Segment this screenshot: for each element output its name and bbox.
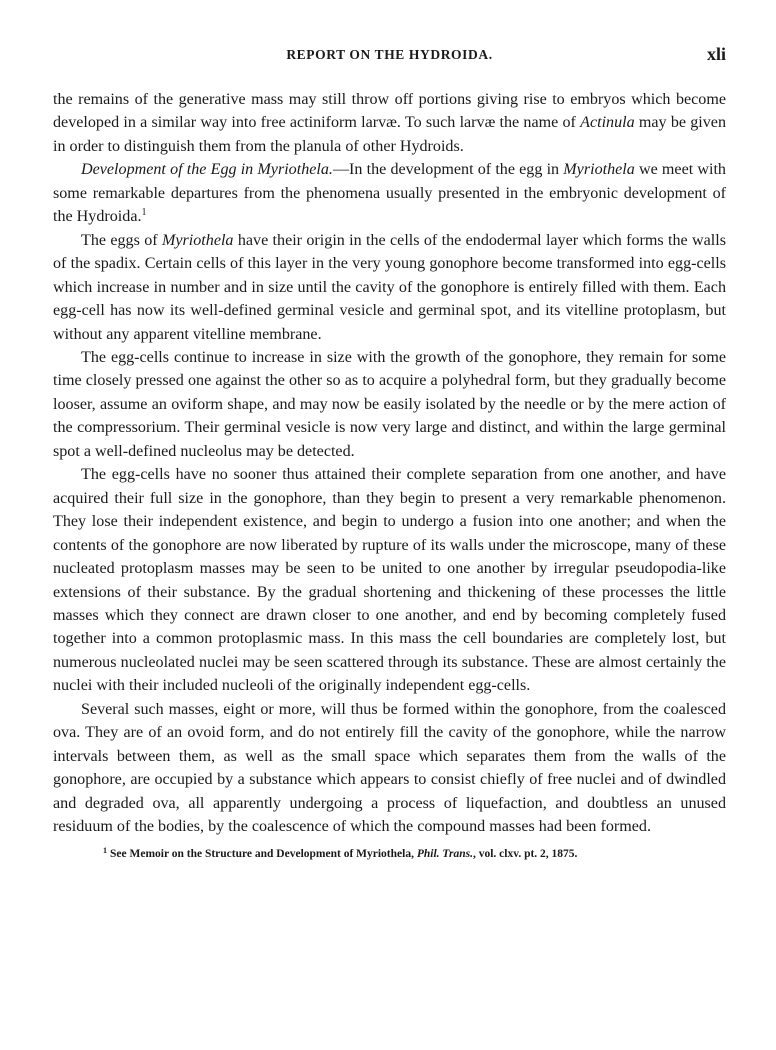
paragraph-egg-origin	[53, 229, 726, 346]
text-run: Several such masses, eight or more, will thus be formed within the gonophore, from the coalesced ova. They are of an ovoid form, and do not entirely fill the cavity of the gonophore, while the narrow intervals between them, as well as the small space which separates them from the walls of the gonophore, are occupied by a substance which appears to consist chiefly of free nuclei and of dwindled and degraded ova, all apparently undergoing a process of liquefaction, and doubtless an unused residuum of the bodies, by the coalescence of which the compound masses had been formed.	[53, 700, 726, 836]
italic-text: Myriothela	[161, 231, 234, 249]
text-run: have their origin in the cells of the endodermal layer which forms the walls of the spadix. Certain cells of this layer in the very young gonophore become transformed into egg-cells which increase in number and in size until the cavity of the gonophore is entirely filled with them. Each egg-cell has now its well-defined germinal vesicle and germinal spot, and its vitelline protoplasm, but without any apparent vitelline membrane.	[53, 231, 726, 343]
footnote	[53, 846, 726, 862]
paragraph-continuation	[53, 88, 726, 158]
running-title: REPORT ON THE HYDROIDA.	[286, 47, 493, 62]
italic-text: Actinula	[580, 114, 635, 132]
paragraph-egg-fusion	[53, 463, 726, 698]
text-run: , vol. clxv. pt. 2, 1875.	[472, 847, 578, 860]
italic-text: Myriothela	[563, 161, 635, 179]
text-run: See Memoir on the Structure and Development of Myriothela,	[110, 847, 417, 860]
running-head	[53, 44, 726, 68]
text-run: —In the development of the egg in	[332, 161, 564, 179]
body-text	[53, 88, 726, 839]
text-run: The egg-cells continue to increase in size with the growth of the gonophore, they remain for some time closely pressed one against the other so as to acquire a polyhedral form, but they gradually become looser, assume an oviform shape, and may now be easily isolated by the needle or by the mere action of the compressorium. Their germinal vesicle is now very large and distinct, and within the large germinal spot a well-defined nucleolus may be detected.	[53, 348, 726, 460]
text-run: the remains of the generative mass may still throw off portions giving rise to embryos which become developed in a similar way into free actiniform larvæ. To such larvæ the name of	[53, 91, 726, 132]
italic-text: Phil. Trans.	[416, 847, 473, 860]
text-run: we meet with some remarkable departures from the phenomena usually presented in the embryonic development of the Hydroida.	[53, 161, 726, 226]
italic-text: Development of the Egg in Myriothela.	[81, 161, 333, 179]
text-run: The egg-cells have no sooner thus attained their complete separation from one another, and have acquired their full size in the gonophore, than they begin to present a very remarkable phenomenon. They lose their independent existence, and begin to undergo a fusion into one another; and when the contents of the gonophore are now liberated by rupture of its walls under the microscope, many of these nucleated protoplasm masses may be seen to be united to one another by irregular pseudopodia-like extensions of their substance. By the gradual shortening and thickening of these processes the little masses which they connect are drawn closer to one another, and end by becoming completely fused together into a common protoplasmic mass. In this mass the cell boundaries are completely lost, but numerous nucleolated nuclei may be seen scattered through its substance. These are almost certainly the nuclei with their included nucleoli of the originally independent egg-cells.	[53, 466, 726, 695]
paragraph-egg-growth	[53, 346, 726, 463]
page-number: xli	[706, 44, 726, 64]
footnote-marker: 1	[103, 845, 107, 855]
footnote-reference: 1	[141, 207, 147, 219]
paragraph-development-heading	[53, 158, 726, 228]
text-run: The eggs of	[81, 231, 162, 249]
page	[53, 44, 726, 862]
paragraph-compound-masses	[53, 698, 726, 839]
footnote-text	[110, 848, 577, 860]
text-run: may be given in order to distinguish them from the planula of other Hydroids.	[53, 114, 726, 155]
